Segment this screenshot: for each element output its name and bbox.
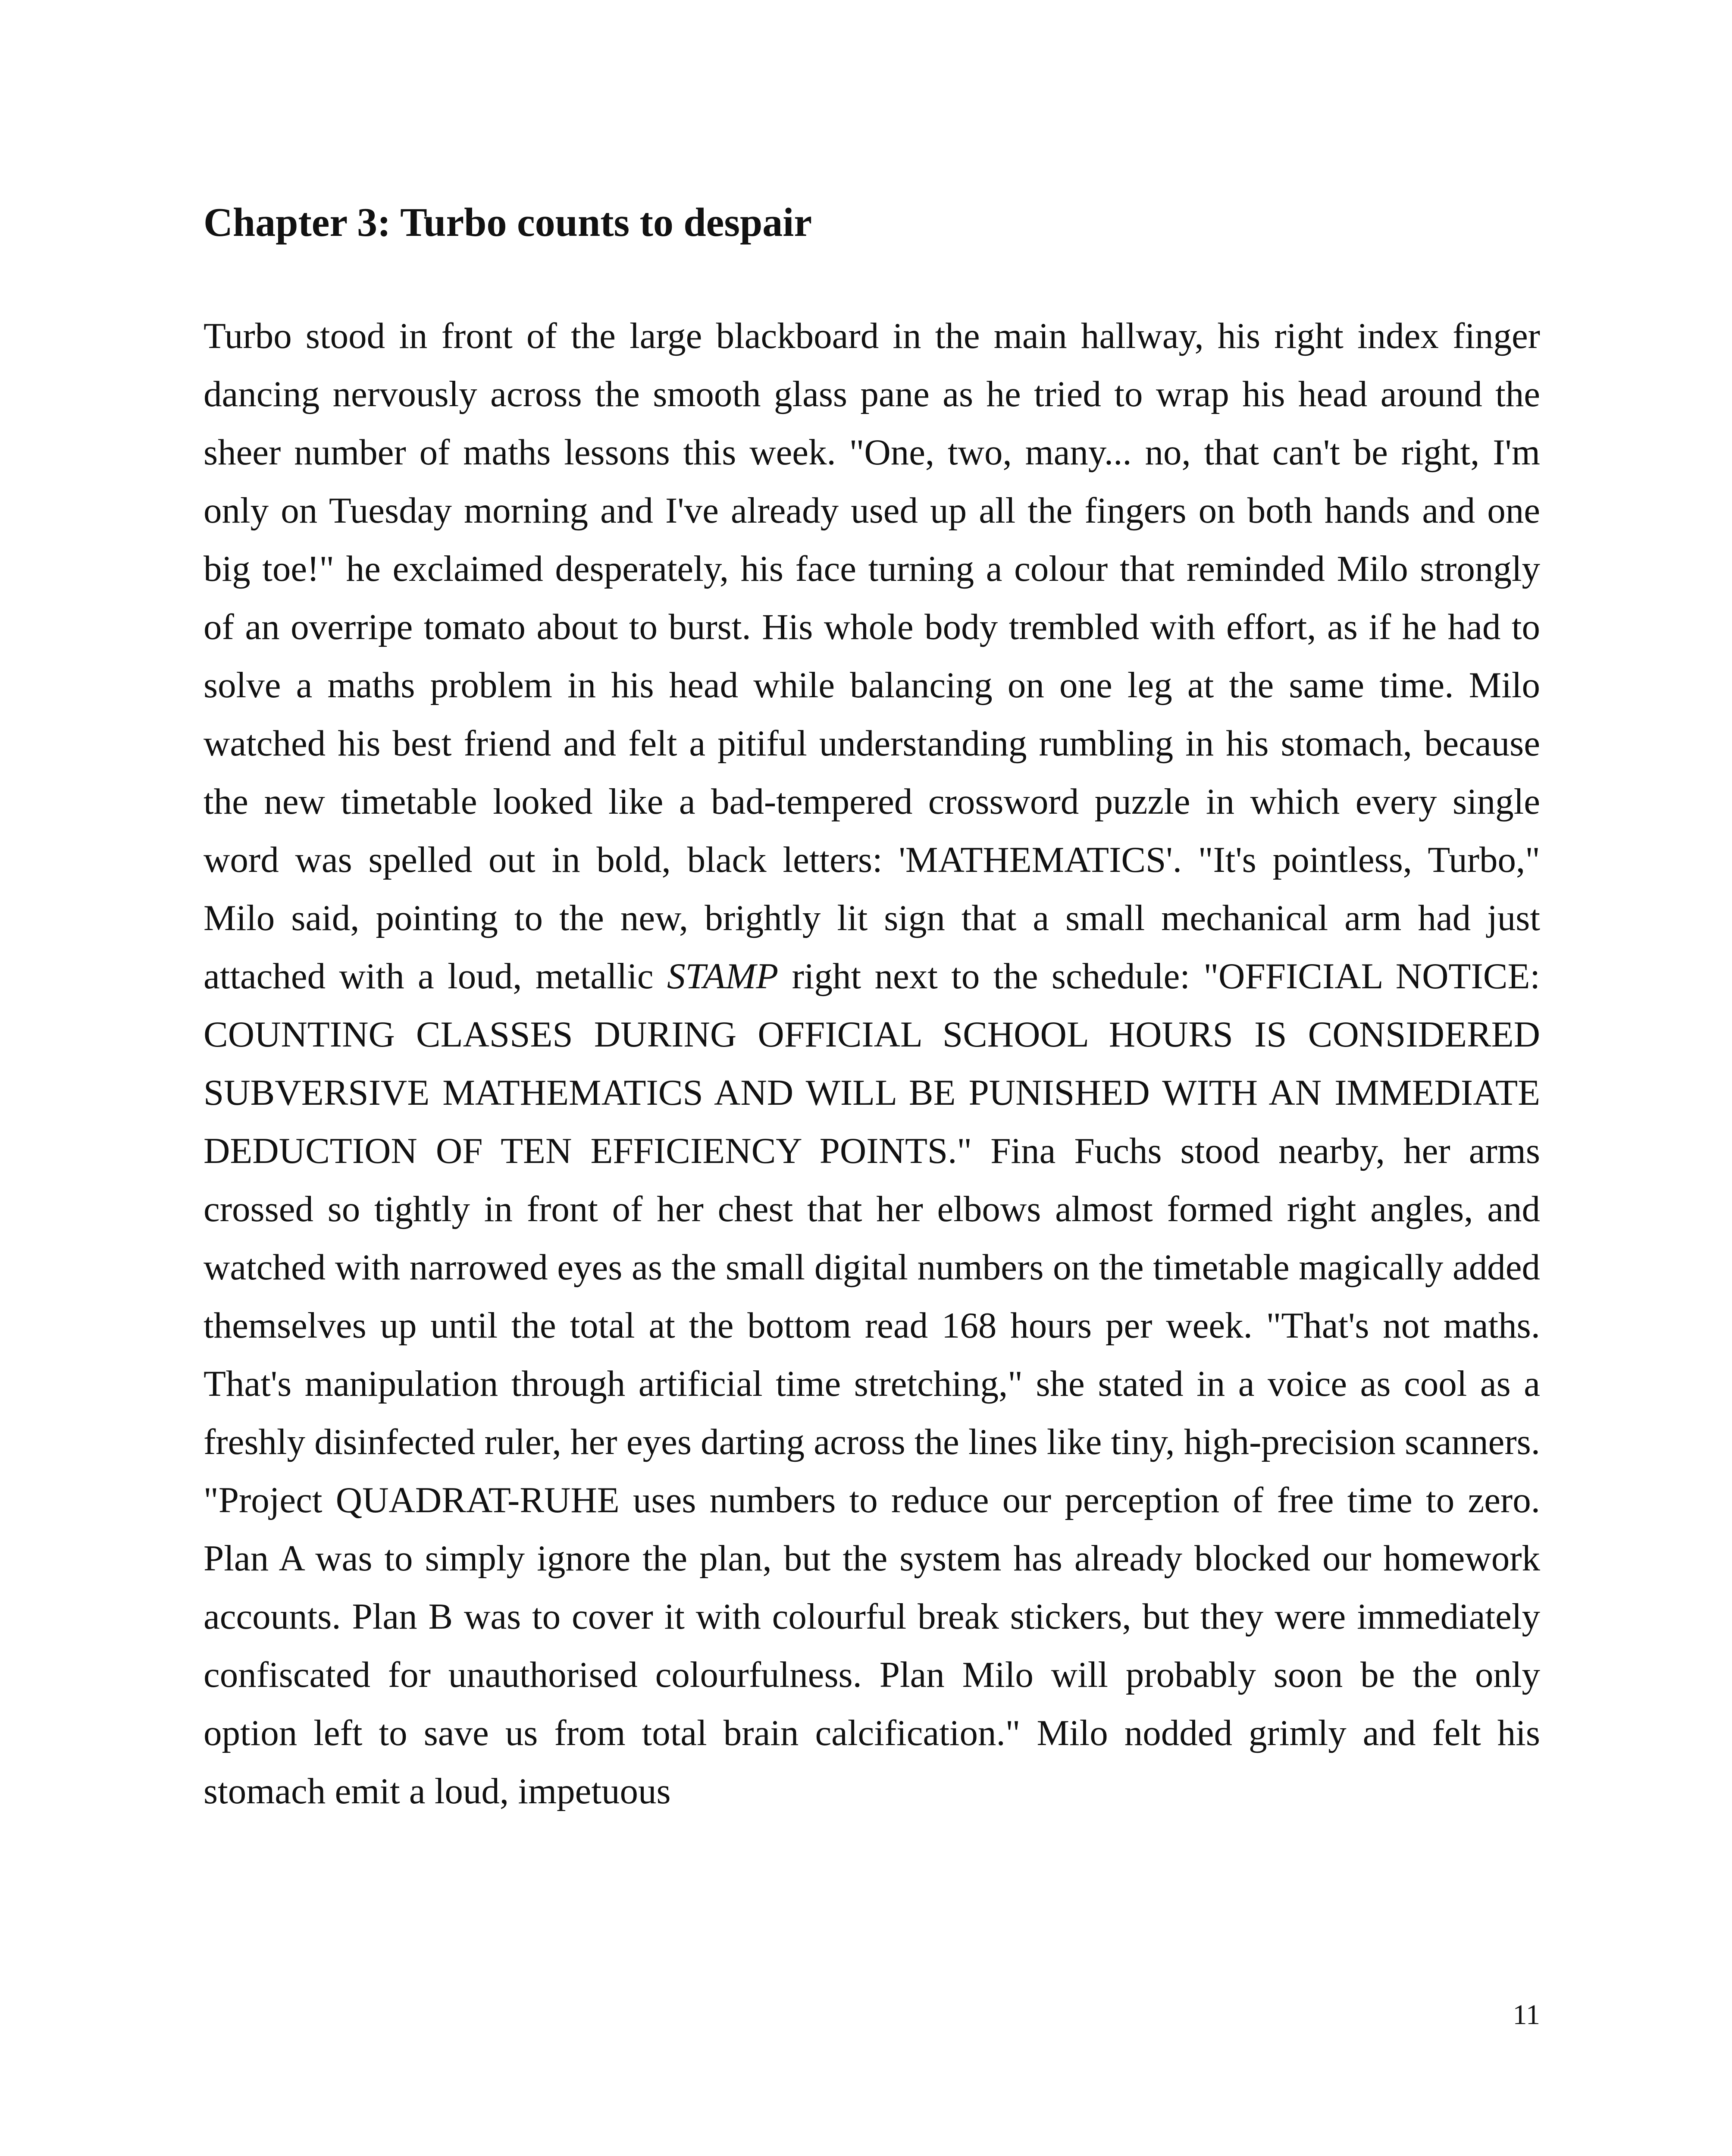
page-number: 11 (1513, 1999, 1540, 2031)
body-text-part-1: Turbo stood in front of the large blackboard in the main hallway, his right index finger dancing nervously across the smooth glass pane as he tried to wrap his head around the sheer number of maths lessons this week. "One, two, many... no, that can't be right, I'm only on Tuesday morning and I've already used up all the fingers on both hands and one big toe!" he exclaimed desperately, his face turning a colour that reminded Milo strongly of an overripe tomato about to burst. His whole body trembled with effort, as if he had to solve a maths problem in his head while balancing on one leg at the same time. Milo watched his best friend and felt a pitiful understanding rumbling in his stomach, because the new timetable looked like a bad-tempered crossword puzzle in which every single word was spelled out in bold, black letters: 'MATHEMATICS'. "It's pointless, Turbo," Milo said, pointing to the new, brightly lit sign that a small mechanical arm had just attached with a loud, metallic (204, 316, 1540, 997)
body-text-emphasis: STAMP (667, 956, 779, 997)
chapter-title: Chapter 3: Turbo counts to despair (204, 200, 812, 245)
body-text-part-2: right next to the schedule: "OFFICIAL NOTICE: COUNTING CLASSES DURING OFFICIAL SCHOOL HOURS IS CONSIDERED SUBVERSIVE MATHEMATICS AND WILL BE PUNISHED WITH AN IMMEDIATE DEDUCTION OF TEN EFFICIENCY POINTS." Fina Fuchs stood nearby, her arms crossed so tightly in front of her chest that her elbows almost formed right angles, and watched with narrowed eyes as the small digital numbers on the timetable magically added themselves up until the total at the bottom read 168 hours per week. "That's not maths. That's manipulation through artificial time stretching," she stated in a voice as cool as a freshly disinfected ruler, her eyes darting across the lines like tiny, high-precision scanners. "Project QUADRAT-RUHE uses numbers to reduce our perception of free time to zero. Plan A was to simply ignore the plan, but the system has already blocked our homework accounts. Plan B was to cover it with colourful break stickers, but they were immediately confiscated for unauthorised colourfulness. Plan Milo will probably soon be the only option left to save us from total brain calcification." Milo nodded grimly and felt his stomach emit a loud, impetuous (204, 956, 1541, 1811)
body-paragraph (204, 307, 1540, 1821)
